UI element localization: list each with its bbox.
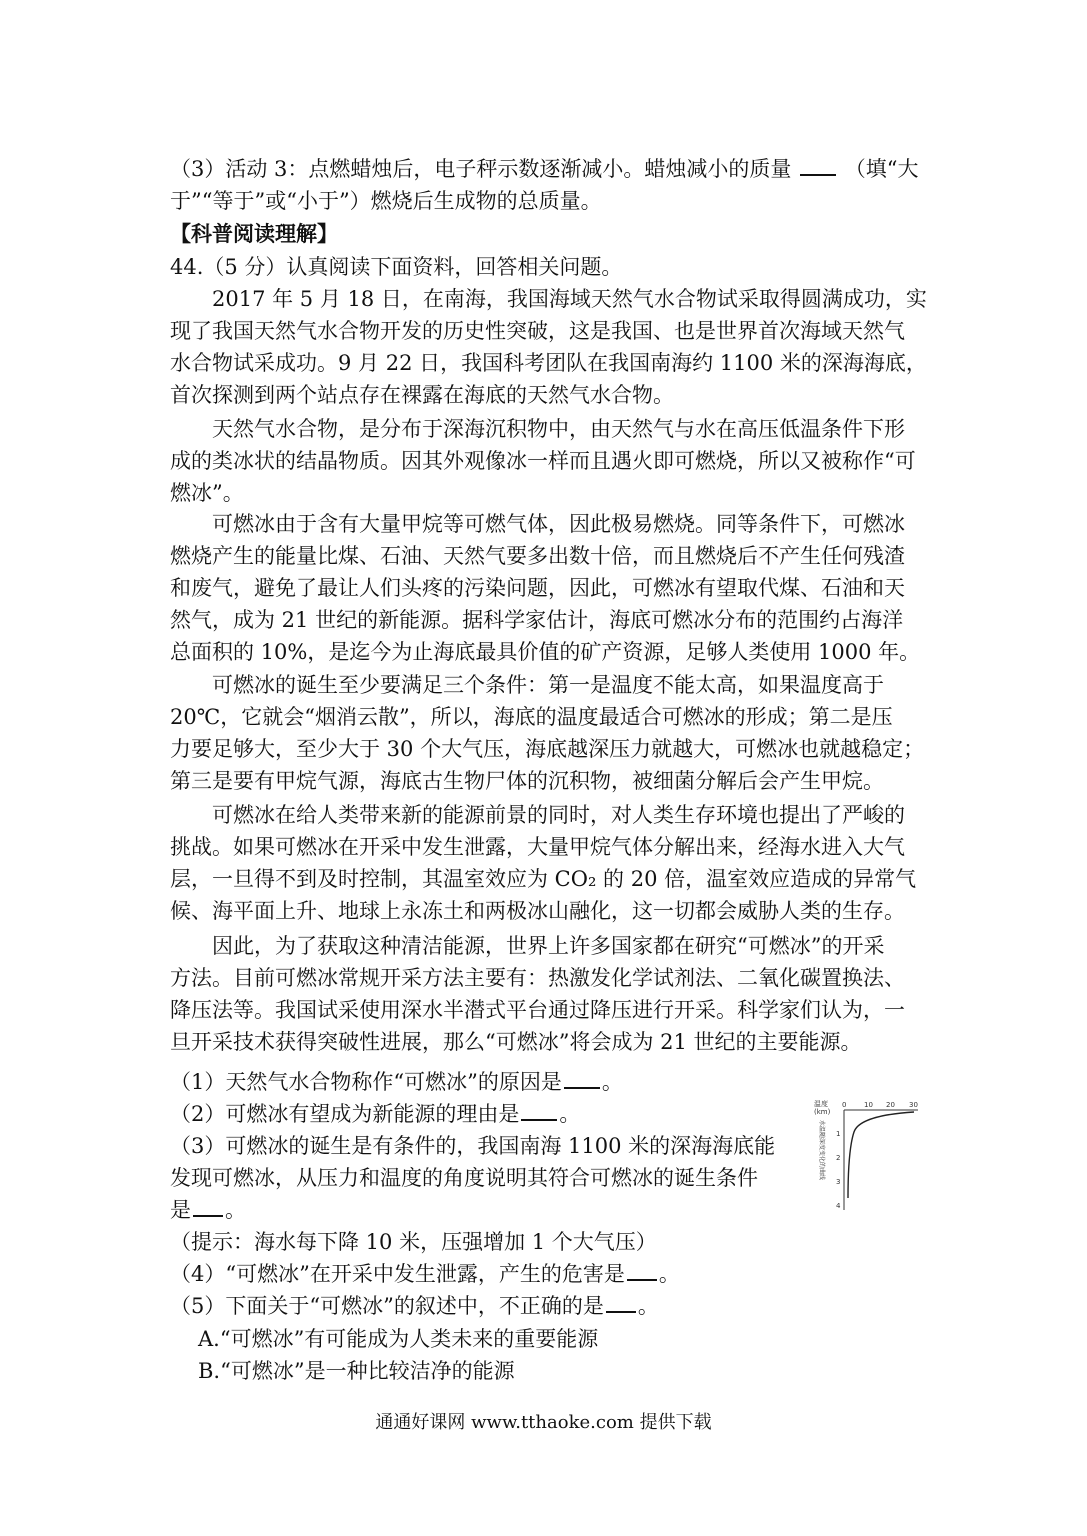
paragraph-1-line-4: 首次探测到两个站点存在裸露在海底的天然气水合物。 bbox=[170, 383, 674, 407]
y-tick-3: 3 bbox=[836, 1178, 841, 1186]
q43-item3-line1 bbox=[170, 153, 919, 185]
paragraph-5-line-4: 候、海平面上升、地球上永冻土和两极冰山融化，这一切都会威胁人类的生存。 bbox=[170, 899, 905, 923]
paragraph-2-line-3: 燃冰”。 bbox=[170, 481, 244, 505]
paragraph-3-line-2: 燃烧产生的能量比煤、石油、天然气要多出数十倍，而且燃烧后不产生任何残渣 bbox=[170, 544, 905, 568]
option-a[interactable]: A.“可燃冰”有可能成为人类未来的重要能源 bbox=[198, 1327, 599, 1351]
paragraph-2-line-2: 成的类冰状的结晶物质。因其外观像冰一样而且遇火即可燃烧，所以又被称作“可 bbox=[170, 449, 916, 473]
q44-sub1-text: （1）天然气水合物称作“可燃冰”的原因是 bbox=[170, 1070, 562, 1094]
x-tick-10: 10 bbox=[864, 1101, 873, 1109]
section-heading: 【科普阅读理解】 bbox=[170, 221, 338, 246]
answer-blank[interactable] bbox=[606, 1291, 636, 1313]
paragraph-4-line-1: 可燃冰的诞生至少要满足三个条件：第一是温度不能太高，如果温度高于 bbox=[212, 673, 884, 697]
period: 。 bbox=[225, 1198, 246, 1222]
paragraph-6-line-2: 方法。目前可燃冰常规开采方法主要有：热激发化学试剂法、二氧化碳置换法、 bbox=[170, 966, 905, 990]
paragraph-1-line-3: 水合物试采成功。9 月 22 日，我国科考团队在我国南海约 1100 米的深海海底， bbox=[170, 351, 927, 375]
x-tick-20: 20 bbox=[886, 1101, 895, 1109]
x-tick-0: 0 bbox=[842, 1101, 847, 1109]
y-tick-4: 4 bbox=[836, 1202, 841, 1210]
paragraph-3-line-5: 总面积的 10%，是迄今为止海底最具价值的矿产资源，足够人类使用 1000 年。 bbox=[170, 640, 921, 664]
period: 。 bbox=[637, 1294, 659, 1318]
figure-axis-unit: (km) bbox=[814, 1108, 831, 1116]
y-tick-2: 2 bbox=[836, 1154, 841, 1162]
q44-sub3-line3 bbox=[170, 1194, 246, 1226]
paragraph-4-line-2: 20℃，它就会“烟消云散”，所以，海底的温度最适合可燃冰的形成；第二是压 bbox=[170, 705, 893, 729]
q44-sub3-line2: 发现可燃冰，从压力和温度的角度说明其符合可燃冰的诞生条件 bbox=[170, 1166, 758, 1190]
period: 。 bbox=[559, 1102, 581, 1126]
x-tick-30: 30 bbox=[909, 1101, 918, 1109]
paragraph-1-line-2: 现了我国天然气水合物开发的历史性突破，这是我国、也是世界首次海域天然气 bbox=[170, 319, 905, 343]
q44-sub5-text: （5）下面关于“可燃冰”的叙述中，不正确的是 bbox=[170, 1294, 604, 1318]
answer-blank[interactable] bbox=[800, 154, 836, 176]
paragraph-4-line-3: 力要足够大，至少大于 30 个大气压，海底越深压力就越大，可燃冰也就越稳定； bbox=[170, 737, 925, 761]
q44-sub2-text: （2）可燃冰有望成为新能源的理由是 bbox=[170, 1102, 520, 1126]
figure-axis-title: 温度 bbox=[814, 1100, 828, 1108]
answer-blank[interactable] bbox=[521, 1099, 557, 1121]
paragraph-5-line-3: 层，一旦得不到及时控制，其温室效应为 CO₂ 的 20 倍，温室效应造成的异常气 bbox=[170, 867, 917, 891]
q44-sub3-text: 是 bbox=[170, 1198, 191, 1222]
paragraph-2-line-1: 天然气水合物，是分布于深海沉积物中，由天然气与水在高压低温条件下形 bbox=[212, 417, 905, 441]
q43-item3-text2: （填“大 bbox=[844, 157, 919, 181]
paragraph-6-line-3: 降压法等。我国试采使用深水半潜式平台通过降压进行开采。科学家们认为，一 bbox=[170, 998, 905, 1022]
q43-item3-line2: 于”“等于”或“小于”）燃烧后生成物的总质量。 bbox=[170, 189, 602, 213]
q44-sub4-text: （4）“可燃冰”在开采中发生泄露，产生的危害是 bbox=[170, 1262, 625, 1286]
paragraph-3-line-1: 可燃冰由于含有大量甲烷等可燃气体，因此极易燃烧。同等条件下，可燃冰 bbox=[212, 512, 905, 536]
q44-sub5 bbox=[170, 1290, 659, 1322]
q44-sub3-line1: （3）可燃冰的诞生是有条件的，我国南海 1100 米的深海海底能 bbox=[170, 1134, 776, 1158]
q44-sub2 bbox=[170, 1098, 580, 1130]
paragraph-5-line-1: 可燃冰在给人类带来新的能源前景的同时，对人类生存环境也提出了严峻的 bbox=[212, 803, 905, 827]
period: 。 bbox=[601, 1070, 623, 1094]
temperature-depth-figure bbox=[812, 1098, 924, 1216]
option-b[interactable]: B.“可燃冰”是一种比较洁净的能源 bbox=[198, 1359, 515, 1383]
answer-blank[interactable] bbox=[564, 1067, 600, 1089]
q44-title: 44.（5 分）认真阅读下面资料，回答相关问题。 bbox=[170, 255, 623, 279]
paragraph-4-line-4: 第三是要有甲烷气源，海底古生物尸体的沉积物，被细菌分解后会产生甲烷。 bbox=[170, 769, 884, 793]
paragraph-5-line-2: 挑战。如果可燃冰在开采中发生泄露，大量甲烷气体分解出来，经海水进入大气 bbox=[170, 835, 905, 859]
temperature-curve bbox=[848, 1112, 914, 1198]
answer-blank[interactable] bbox=[193, 1195, 223, 1217]
paragraph-6-line-1: 因此，为了获取这种清洁能源，世界上许多国家都在研究“可燃冰”的开采 bbox=[212, 934, 885, 958]
paragraph-3-line-4: 然气，成为 21 世纪的新能源。据科学家估计，海底可燃冰分布的范围约占海洋 bbox=[170, 608, 904, 632]
paragraph-6-line-4: 旦开采技术获得突破性进展，那么“可燃冰”将会成为 21 世纪的主要能源。 bbox=[170, 1030, 862, 1054]
q44-hint: （提示：海水每下降 10 米，压强增加 1 个大气压） bbox=[170, 1230, 657, 1254]
q43-item3-text: （3）活动 3：点燃蜡烛后，电子秤示数逐渐减小。蜡烛减小的质量 bbox=[170, 157, 792, 181]
paragraph-3-line-3: 和废气，避免了最让人们头疼的污染问题，因此，可燃冰有望取代煤、石油和天 bbox=[170, 576, 905, 600]
page-footer: 通通好课网 www.tthaoke.com 提供下载 bbox=[375, 1412, 712, 1433]
q44-sub1 bbox=[170, 1066, 623, 1098]
period: 。 bbox=[658, 1262, 680, 1286]
answer-blank[interactable] bbox=[627, 1259, 657, 1281]
curve-label: 水温随深度变化的曲线 bbox=[818, 1120, 825, 1181]
q44-sub4 bbox=[170, 1258, 680, 1290]
paragraph-1-line-1: 2017 年 5 月 18 日，在南海，我国海域天然气水合物试采取得圆满成功，实 bbox=[212, 287, 927, 311]
y-tick-1: 1 bbox=[836, 1130, 841, 1138]
